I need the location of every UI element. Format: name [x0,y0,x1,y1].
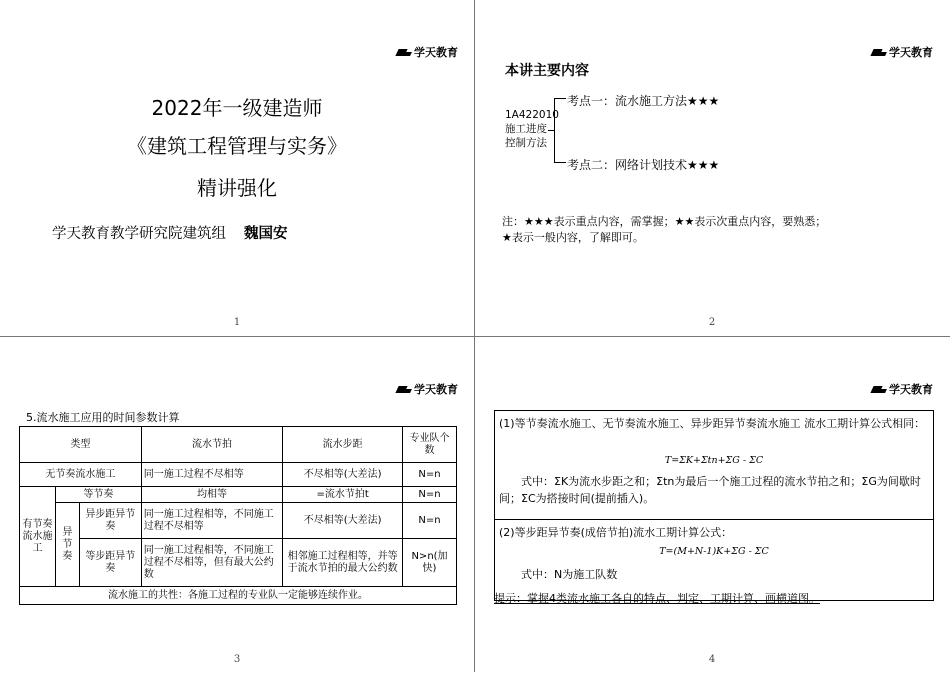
table-cell: 等步距异节奏 [79,539,141,587]
section-code [505,108,559,150]
table-cell: N=n [403,487,457,503]
table-cell: 不尽相等(大差法) [283,503,403,539]
page-number: 3 [233,654,241,665]
formula: T=(M+N-1)K+ΣG - ΣC [659,546,769,557]
header-step: 流水步距 [283,427,403,463]
group-rhythmic: 有节奏流水施工 [20,487,56,587]
slide-1 [0,0,474,336]
slide-3 [0,337,474,673]
formula-box-2 [494,519,934,601]
tip-text: 提示：掌握4类流水施工各自的特点、判定、工期计算、画横道图。 [494,592,820,605]
bracket [554,98,567,162]
brand-logo [397,381,458,397]
header-teams: 专业队个数 [403,427,457,463]
group-irregular: 异节奏 [55,503,79,587]
title-line-1: 2022年一级建造师 [151,96,323,120]
table-cell: 不尽相等(大差法) [283,463,403,487]
page-number: 4 [708,654,716,665]
parameter-table [19,426,457,605]
brand-icon [397,48,411,57]
table-cell: N>n(加快) [403,539,457,587]
table-caption: 5.流水施工应用的时间参数计算 [26,411,180,424]
brand-logo [872,44,933,60]
table-cell: 异步距异节奏 [79,503,141,539]
paragraph: (1)等节奏流水施工、无节奏流水施工、异步距异节奏流水施工 流水工期计算公式相同： [499,417,926,430]
code-line: 控制方法 [505,137,547,149]
table-cell: 均相等 [141,487,283,503]
bracket-mid [548,130,554,131]
bracket-top [554,98,566,99]
paragraph: 式中：N为施工队数 [521,568,618,581]
table-cell: N=n [403,463,457,487]
brand-icon [872,48,886,57]
table-footer: 流水施工的共性：各施工过程的专业队一定能够连续作业。 [20,587,457,605]
code-line: 施工进度 [505,123,547,135]
formula-box-1 [494,410,934,520]
title-line-2: 《建筑工程管理与实务》 [127,134,347,158]
legend-note: 注：★★★表示重点内容，需掌握；★★表示次重点内容，要熟悉；★表示一般内容，了解即可。 [502,215,827,244]
brand-icon [397,385,411,394]
paragraph: (2)等步距异节奏(成倍节拍)流水工期计算公式： [499,526,733,539]
brand-text: 学天教育 [889,383,933,396]
bracket-bottom [554,162,566,163]
formula: T=ΣK+Σtn+ΣG - ΣC [664,455,764,466]
table-cell: =流水节拍t [283,487,403,503]
paragraph: 式中：ΣK为流水步距之和；Σtn为最后一个施工过程的流水节拍之和；ΣG为间歇时间；ΣC为搭接时间(提前插入)。 [499,475,921,505]
slide-2 [475,0,949,336]
page-number: 1 [233,317,241,328]
key-point-1: 考点一：流水施工方法★★★ [567,94,720,108]
header-type: 类型 [20,427,142,463]
table-cell: 同一施工过程相等，不同施工过程不尽相等，但有最大公约数 [141,539,283,587]
title-line-3: 精讲强化 [197,176,277,200]
brand-logo [397,44,458,60]
table-cell: 同一施工过程不尽相等 [141,463,283,487]
header-beat: 流水节拍 [141,427,283,463]
code-line: 1A422010 [505,109,559,121]
page-number: 2 [708,317,716,328]
slide-heading: 本讲主要内容 [505,63,589,79]
table-cell: 同一施工过程相等，不同施工过程不尽相等 [141,503,283,539]
organization: 学天教育教学研究院建筑组 [52,226,226,242]
brand-text: 学天教育 [414,383,458,396]
author-name: 魏国安 [244,226,288,242]
slide-4 [475,337,949,673]
table-cell: 等节奏 [55,487,141,503]
table-cell: N=n [403,503,457,539]
brand-text: 学天教育 [889,46,933,59]
table-cell: 相邻施工过程相等，并等于流水节拍的最大公约数 [283,539,403,587]
table-cell: 无节奏流水施工 [20,463,142,487]
brand-text: 学天教育 [414,46,458,59]
brand-logo [872,381,933,397]
brand-icon [872,385,886,394]
author-line [52,222,288,243]
key-point-2: 考点二：网络计划技术★★★ [567,158,720,172]
